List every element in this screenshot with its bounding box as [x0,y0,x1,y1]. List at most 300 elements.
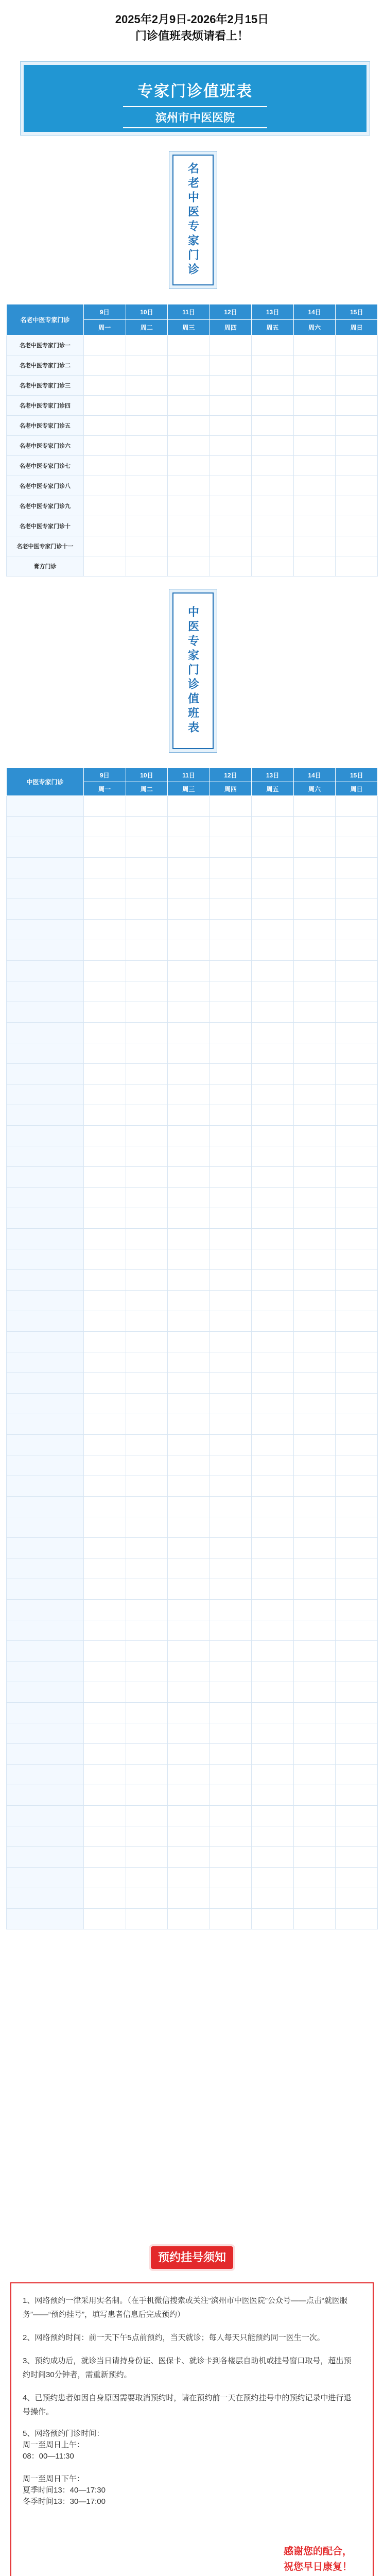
schedule-cell [84,1126,126,1146]
schedule-cell [252,1167,294,1188]
dept-cell [7,1084,84,1105]
schedule-cell [293,1435,336,1455]
schedule-cell [168,1806,210,1826]
dept-cell [7,1785,84,1806]
notice-item: 2、网络预约时间：前一天下午5点前预约，当天就诊；每人每天只能预约同一医生一次。 [23,2333,325,2342]
dept-cell: 名老中医专家门诊三 [7,376,84,396]
schedule-cell [210,1909,252,1929]
schedule-cell [336,920,378,940]
schedule-cell [210,1414,252,1435]
table-row [7,1476,378,1497]
dept-cell [7,1435,84,1455]
dept-cell [7,1023,84,1043]
weekday-header: 周三 [168,782,210,796]
dept-cell [7,1662,84,1682]
schedule-cell [210,1229,252,1249]
day-header: 11日 [168,304,210,320]
senior-expert-schedule-table [6,304,378,577]
schedule-cell [293,858,336,878]
table-row [7,1435,378,1455]
schedule-cell [168,1352,210,1373]
dept-cell [7,1332,84,1352]
dept-cell [7,1600,84,1620]
schedule-cell [210,1249,252,1270]
table1-header-days [7,304,378,320]
schedule-cell [210,1558,252,1579]
dept-cell [7,1847,84,1868]
schedule-cell [84,1558,126,1579]
schedule-cell [252,837,294,858]
schedule-cell [84,920,126,940]
schedule-cell [336,1394,378,1414]
schedule-cell [210,1723,252,1744]
schedule-cell [84,376,126,396]
dept-cell [7,1558,84,1579]
schedule-cell [84,1703,126,1723]
schedule-cell [126,376,168,396]
schedule-cell [84,817,126,837]
schedule-cell [293,1620,336,1641]
schedule-cell [252,1291,294,1311]
schedule-cell [293,837,336,858]
schedule-cell [210,1043,252,1064]
schedule-cell [293,1332,336,1352]
schedule-cell [84,1105,126,1126]
schedule-cell [126,1909,168,1929]
schedule-cell [210,1538,252,1558]
table-row [7,1064,378,1084]
schedule-cell [293,817,336,837]
schedule-cell [126,920,168,940]
schedule-cell [336,1043,378,1064]
table-row [7,536,378,556]
schedule-cell [210,335,252,355]
schedule-cell [126,1723,168,1744]
schedule-cell [210,1332,252,1352]
schedule-cell [126,1126,168,1146]
table-row [7,1023,378,1043]
schedule-cell [126,1806,168,1826]
schedule-cell [336,1909,378,1929]
day-header: 10日 [126,768,168,782]
page-title [0,11,384,44]
schedule-cell [210,1682,252,1703]
schedule-cell [210,1455,252,1476]
schedule-cell [336,1229,378,1249]
weekday-header: 周三 [168,320,210,335]
schedule-cell [210,556,252,577]
weekday-header: 周一 [84,320,126,335]
table-row [7,1558,378,1579]
schedule-cell [293,1414,336,1435]
schedule-cell [84,1765,126,1785]
schedule-cell [126,1785,168,1806]
schedule-cell [252,878,294,899]
day-header: 10日 [126,304,168,320]
schedule-cell [293,1455,336,1476]
schedule-cell [252,1105,294,1126]
dept-cell [7,1105,84,1126]
schedule-cell [252,1126,294,1146]
schedule-cell [168,961,210,981]
schedule-cell [210,1476,252,1497]
schedule-cell [210,1662,252,1682]
schedule-cell [293,1517,336,1538]
table-row [7,1394,378,1414]
weekday-header: 周四 [210,320,252,335]
schedule-cell [210,396,252,416]
table-row [7,396,378,416]
schedule-cell [84,396,126,416]
weekday-header: 周六 [293,320,336,335]
schedule-cell [126,961,168,981]
schedule-cell [84,1517,126,1538]
schedule-cell [336,1579,378,1600]
schedule-cell [84,516,126,536]
schedule-cell [126,1497,168,1517]
table1-body [7,335,378,577]
schedule-cell [293,920,336,940]
schedule-cell [336,1785,378,1806]
day-header: 12日 [210,768,252,782]
weekday-header: 周一 [84,782,126,796]
schedule-cell [126,1270,168,1291]
dept-cell [7,817,84,837]
schedule-cell [252,1909,294,1929]
schedule-cell [168,981,210,1002]
schedule-cell [168,878,210,899]
schedule-cell [168,1270,210,1291]
dept-cell [7,1208,84,1229]
schedule-cell [293,1765,336,1785]
schedule-cell [168,376,210,396]
schedule-cell [210,1394,252,1414]
schedule-cell [126,335,168,355]
dept-cell [7,1723,84,1744]
day-header: 15日 [336,768,378,782]
schedule-cell [168,1291,210,1311]
schedule-cell [293,1311,336,1332]
schedule-cell [84,1167,126,1188]
table-row [7,1641,378,1662]
schedule-cell [336,1744,378,1765]
schedule-cell [126,1311,168,1332]
schedule-cell [126,1682,168,1703]
dept-cell [7,1744,84,1765]
schedule-cell [336,1847,378,1868]
table-row [7,355,378,376]
table2-body [7,796,378,1929]
table-row [7,1352,378,1373]
weekday-header: 周日 [336,320,378,335]
dept-cell: 名老中医专家门诊四 [7,396,84,416]
schedule-cell [126,1435,168,1455]
schedule-cell [336,1332,378,1352]
schedule-cell [168,496,210,516]
schedule-cell [168,536,210,556]
dept-cell: 名老中医专家门诊六 [7,436,84,456]
table-row [7,1229,378,1249]
schedule-cell [293,1249,336,1270]
schedule-cell [126,1208,168,1229]
schedule-cell [168,1105,210,1126]
schedule-cell [336,1868,378,1888]
schedule-cell [252,1435,294,1455]
table-row [7,1249,378,1270]
schedule-cell [252,496,294,516]
schedule-cell [126,1352,168,1373]
booking-notice-box [10,2282,374,2576]
schedule-cell [252,940,294,961]
schedule-cell [168,1558,210,1579]
schedule-cell [84,1394,126,1414]
schedule-cell [126,1620,168,1641]
table-row [7,556,378,577]
schedule-cell [210,1373,252,1394]
schedule-cell [126,1455,168,1476]
schedule-cell [168,1600,210,1620]
schedule-cell [84,858,126,878]
schedule-cell [293,1641,336,1662]
schedule-cell [293,1352,336,1373]
dept-cell [7,837,84,858]
dept-cell [7,1126,84,1146]
schedule-cell [293,1909,336,1929]
schedule-cell [168,837,210,858]
schedule-cell [126,396,168,416]
schedule-cell [126,476,168,496]
schedule-cell [252,1682,294,1703]
dept-cell [7,940,84,961]
schedule-cell [168,1311,210,1332]
table-row [7,1270,378,1291]
table2-header-days [7,768,378,782]
schedule-cell [210,878,252,899]
table-row [7,878,378,899]
schedule-cell [293,1126,336,1146]
schedule-cell [210,536,252,556]
schedule-cell [84,1455,126,1476]
schedule-cell [210,1765,252,1785]
schedule-cell [210,1002,252,1023]
schedule-cell [168,1023,210,1043]
schedule-cell [126,496,168,516]
schedule-cell [336,858,378,878]
schedule-cell [210,1847,252,1868]
table-row [7,1517,378,1538]
banner-title: 专家门诊值班表 [137,83,253,100]
schedule-cell [168,1084,210,1105]
schedule-cell [336,335,378,355]
dept-cell [7,1476,84,1497]
thanks-line1: 感谢您的配合， [283,2546,352,2557]
dept-cell [7,1064,84,1084]
schedule-cell [336,1682,378,1703]
schedule-cell [293,355,336,376]
schedule-cell [126,1517,168,1538]
table-row [7,1105,378,1126]
dept-cell [7,1291,84,1311]
schedule-cell [168,1394,210,1414]
schedule-cell [126,796,168,817]
schedule-cell [336,1270,378,1291]
schedule-cell [168,1641,210,1662]
schedule-cell [336,1620,378,1641]
schedule-cell [252,1847,294,1868]
schedule-cell [126,1476,168,1497]
schedule-cell [252,355,294,376]
schedule-cell [168,1538,210,1558]
schedule-cell [293,1806,336,1826]
dept-cell [7,1641,84,1662]
schedule-cell [126,1703,168,1723]
schedule-cell [126,899,168,920]
schedule-cell [126,1765,168,1785]
table-row [7,1785,378,1806]
schedule-cell [293,1167,336,1188]
schedule-cell [210,1806,252,1826]
schedule-cell [336,1641,378,1662]
schedule-cell [126,1394,168,1414]
schedule-cell [252,1744,294,1765]
schedule-cell [252,1352,294,1373]
schedule-cell [336,536,378,556]
notice-content [11,2294,366,2576]
schedule-cell [168,396,210,416]
schedule-cell [210,837,252,858]
page-title-line1: 2025年2月9日-2026年2月15日 [115,13,269,26]
schedule-cell [168,1414,210,1435]
schedule-cell [252,1208,294,1229]
schedule-cell [210,1352,252,1373]
schedule-cell [84,436,126,456]
schedule-cell [336,1291,378,1311]
schedule-cell [168,436,210,456]
schedule-cell [293,1208,336,1229]
schedule-cell [293,516,336,536]
schedule-cell [168,1043,210,1064]
schedule-cell [252,981,294,1002]
schedule-cell [293,899,336,920]
schedule-cell [252,1806,294,1826]
schedule-cell [168,516,210,536]
schedule-cell [84,1064,126,1084]
schedule-cell [168,1167,210,1188]
schedule-cell [84,1270,126,1291]
schedule-cell [126,940,168,961]
schedule-cell [210,1023,252,1043]
dept-cell: 名老中医专家门诊八 [7,476,84,496]
schedule-cell [168,1476,210,1497]
schedule-cell [210,516,252,536]
schedule-cell [168,1888,210,1909]
schedule-cell [168,940,210,961]
schedule-cell [210,1785,252,1806]
table-row [7,1146,378,1167]
schedule-cell [252,1311,294,1332]
schedule-cell [210,1146,252,1167]
schedule-cell [84,1146,126,1167]
schedule-cell [252,1703,294,1723]
schedule-cell [84,476,126,496]
table1-dept-header: 名老中医专家门诊 [7,304,84,335]
schedule-cell [336,1476,378,1497]
schedule-cell [84,1229,126,1249]
schedule-cell [293,1723,336,1744]
dept-cell [7,1888,84,1909]
schedule-cell [252,1455,294,1476]
dept-cell: 膏方门诊 [7,556,84,577]
schedule-cell [84,1291,126,1311]
schedule-cell [84,796,126,817]
schedule-cell [126,1229,168,1249]
schedule-cell [252,1517,294,1538]
schedule-cell [168,1703,210,1723]
day-header: 9日 [84,768,126,782]
dept-cell: 名老中医专家门诊九 [7,496,84,516]
schedule-cell [84,1538,126,1558]
schedule-cell [293,1744,336,1765]
schedule-cell [84,456,126,476]
schedule-cell [293,1703,336,1723]
schedule-cell [293,556,336,577]
dept-cell [7,1538,84,1558]
schedule-cell [336,1497,378,1517]
schedule-cell [84,837,126,858]
schedule-cell [168,1229,210,1249]
expert-schedule-table [6,768,378,1929]
schedule-cell [252,920,294,940]
schedule-cell [210,355,252,376]
schedule-cell [252,1146,294,1167]
schedule-cell [126,1002,168,1023]
dept-cell [7,1188,84,1208]
schedule-cell [252,817,294,837]
weekday-header: 周日 [336,782,378,796]
schedule-cell [336,396,378,416]
schedule-cell [126,837,168,858]
schedule-cell [336,940,378,961]
schedule-cell [126,1888,168,1909]
schedule-cell [336,1105,378,1126]
schedule-cell [84,556,126,577]
schedule-cell [84,1826,126,1847]
schedule-cell [252,1641,294,1662]
schedule-cell [84,1208,126,1229]
table-row [7,1414,378,1435]
schedule-cell [168,1765,210,1785]
schedule-cell [84,1579,126,1600]
booking-notice-heading: 预约挂号须知 [151,2246,233,2269]
schedule-cell [84,1352,126,1373]
dept-cell [7,1517,84,1538]
schedule-cell [84,416,126,436]
schedule-cell [336,376,378,396]
schedule-cell [84,1847,126,1868]
schedule-cell [84,1084,126,1105]
table-row [7,496,378,516]
table-row [7,1455,378,1476]
schedule-cell [126,1023,168,1043]
schedule-cell [293,1888,336,1909]
weekday-header: 周四 [210,782,252,796]
schedule-cell [84,1806,126,1826]
schedule-cell [126,1538,168,1558]
schedule-cell [168,456,210,476]
schedule-cell [210,1744,252,1765]
day-header: 12日 [210,304,252,320]
schedule-cell [293,476,336,496]
